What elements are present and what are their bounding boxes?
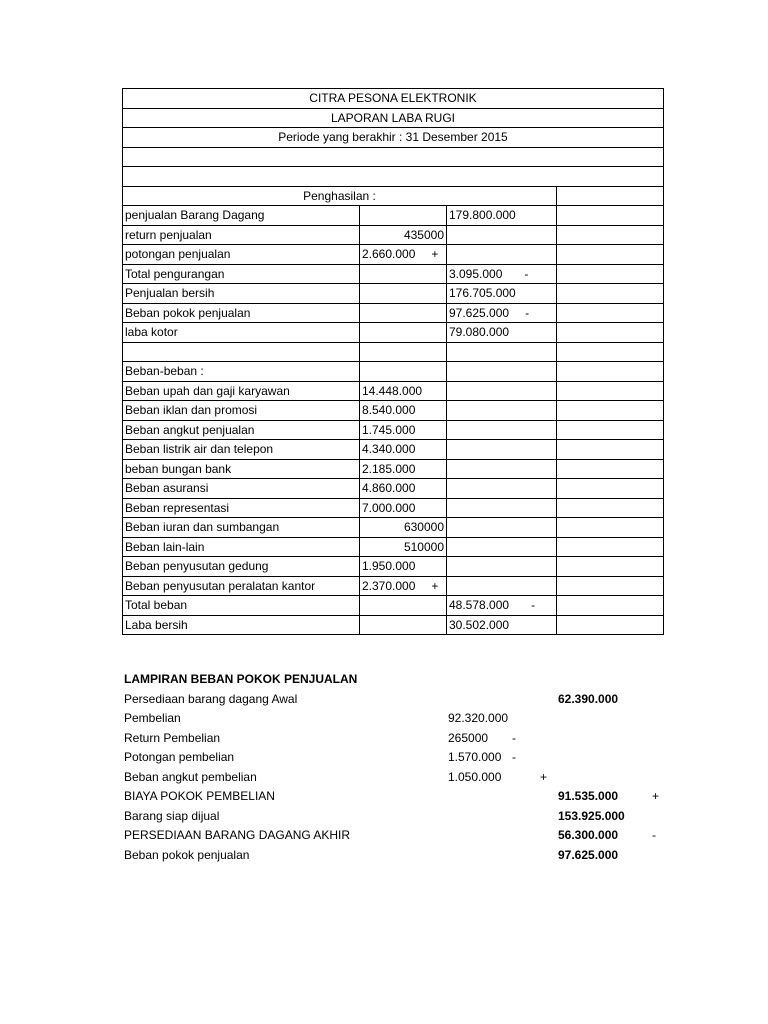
table-row: [123, 401, 664, 421]
appendix-row: [124, 846, 684, 866]
row-total: 56.300.000: [558, 828, 619, 842]
expenses-header-row: [123, 362, 664, 382]
row-value: 1.950.000: [360, 557, 447, 577]
empty-row: [123, 167, 664, 187]
row-total: 97.625.000: [558, 847, 619, 862]
table-row: [123, 615, 664, 635]
table-row: [123, 245, 664, 265]
table-row: [123, 576, 664, 596]
row-value: 92.320.000: [448, 711, 509, 725]
appendix-row: [124, 787, 684, 807]
table-row: [123, 537, 664, 557]
row-label: potongan penjualan: [123, 245, 360, 265]
appendix-row: [124, 768, 684, 788]
row-value: 79.080.000: [447, 323, 557, 343]
appendix-row: [124, 709, 684, 729]
row-label: Persediaan barang dagang Awal: [124, 691, 298, 706]
plus-sign: +: [652, 789, 660, 803]
row-value: 179.800.000: [447, 206, 557, 226]
empty-row: [123, 342, 664, 362]
row-label: Beban asuransi: [123, 479, 360, 499]
row-label: Laba bersih: [123, 615, 360, 635]
row-label: PERSEDIAAN BARANG DAGANG AKHIR: [124, 828, 351, 842]
table-row: [123, 596, 664, 616]
table-row: [123, 381, 664, 401]
row-total: 91.535.000: [558, 789, 619, 803]
row-label: penjualan Barang Dagang: [123, 206, 360, 226]
table-row: [123, 479, 664, 499]
row-label: laba kotor: [123, 323, 360, 343]
row-label: beban bungan bank: [123, 459, 360, 479]
row-value: 2.370.000 +: [360, 576, 447, 596]
revenue-header-row: [123, 186, 664, 206]
minus-sign: -: [524, 266, 529, 281]
row-label: Penjualan bersih: [123, 284, 360, 304]
table-row: [123, 225, 664, 245]
row-value: 630000: [360, 518, 447, 538]
income-statement-table: [122, 88, 664, 635]
row-value: 48.578.000 -: [447, 596, 557, 616]
row-total: 62.390.000: [558, 691, 619, 706]
row-value: 8.540.000: [360, 401, 447, 421]
row-label: Beban angkut penjualan: [123, 420, 360, 440]
row-value: 30.502.000: [447, 615, 557, 635]
row-label: Beban representasi: [123, 498, 360, 518]
table-row: [123, 440, 664, 460]
row-value: 1.050.000: [448, 769, 502, 784]
table-row: [123, 518, 664, 538]
table-row: [123, 264, 664, 284]
row-value: 1.570.000: [448, 750, 502, 764]
row-total: 153.925.000: [558, 808, 625, 823]
empty-row: [123, 147, 664, 167]
row-label: Pembelian: [124, 711, 181, 725]
row-label: return penjualan: [123, 225, 360, 245]
appendix-heading: LAMPIRAN BEBAN POKOK PENJUALAN: [124, 672, 358, 686]
row-label: Beban iklan dan promosi: [123, 401, 360, 421]
row-value: 2.185.000: [360, 459, 447, 479]
row-label: Beban penyusutan peralatan kantor: [123, 576, 360, 596]
row-value: 4.340.000: [360, 440, 447, 460]
row-label: Beban pokok penjualan: [124, 847, 250, 862]
appendix-row: [124, 807, 684, 827]
row-value: 510000: [360, 537, 447, 557]
table-row: [123, 206, 664, 226]
table-row: [123, 284, 664, 304]
row-label: Beban angkut pembelian: [124, 769, 257, 784]
row-label: Beban penyusutan gedung: [123, 557, 360, 577]
table-row: [123, 303, 664, 323]
row-value: 7.000.000: [360, 498, 447, 518]
row-value: 176.705.000: [447, 284, 557, 304]
period-row: [123, 128, 664, 148]
row-value: 1.745.000: [360, 420, 447, 440]
plus-sign: +: [431, 578, 439, 593]
row-value: 4.860.000: [360, 479, 447, 499]
table-row: [123, 459, 664, 479]
row-label: Total pengurangan: [123, 264, 360, 284]
table-row: [123, 557, 664, 577]
cogs-appendix: [124, 670, 684, 865]
row-value: 2.660.000 +: [360, 245, 447, 265]
row-label: Beban iuran dan sumbangan: [123, 518, 360, 538]
row-label: Beban upah dan gaji karyawan: [123, 381, 360, 401]
appendix-row: [124, 729, 684, 749]
appendix-row: [124, 690, 684, 710]
minus-sign: -: [512, 730, 516, 745]
title-row: [123, 108, 664, 128]
plus-sign: +: [431, 247, 439, 262]
minus-sign: -: [531, 598, 536, 613]
row-label: Total beban: [123, 596, 360, 616]
appendix-row: [124, 748, 684, 768]
row-value: 14.448.000: [360, 381, 447, 401]
revenue-header: Penghasilan :: [123, 186, 557, 206]
appendix-row: [124, 826, 684, 846]
company-name: CITRA PESONA ELEKTRONIK: [123, 89, 664, 109]
row-value: 265000: [448, 730, 489, 745]
table-row: [123, 323, 664, 343]
table-row: [123, 420, 664, 440]
table-row: [123, 498, 664, 518]
report-title: LAPORAN LABA RUGI: [123, 108, 664, 128]
minus-sign: -: [652, 828, 656, 842]
row-value: 3.095.000 -: [447, 264, 557, 284]
minus-sign: -: [512, 750, 516, 764]
row-value: 435000: [360, 225, 447, 245]
plus-sign: +: [540, 769, 548, 784]
row-value: 97.625.000 -: [447, 303, 557, 323]
company-row: [123, 89, 664, 109]
report-period: Periode yang berakhir : 31 Desember 2015: [123, 128, 664, 148]
expenses-header: Beban-beban :: [123, 362, 360, 382]
minus-sign: -: [525, 305, 530, 320]
row-label: Beban pokok penjualan: [123, 303, 360, 323]
row-label: Beban listrik air dan telepon: [123, 440, 360, 460]
row-label: Beban lain-lain: [123, 537, 360, 557]
row-label: Return Pembelian: [124, 730, 221, 745]
row-label: BIAYA POKOK PEMBELIAN: [124, 789, 275, 803]
row-label: Potongan pembelian: [124, 750, 235, 764]
row-label: Barang siap dijual: [124, 808, 220, 823]
